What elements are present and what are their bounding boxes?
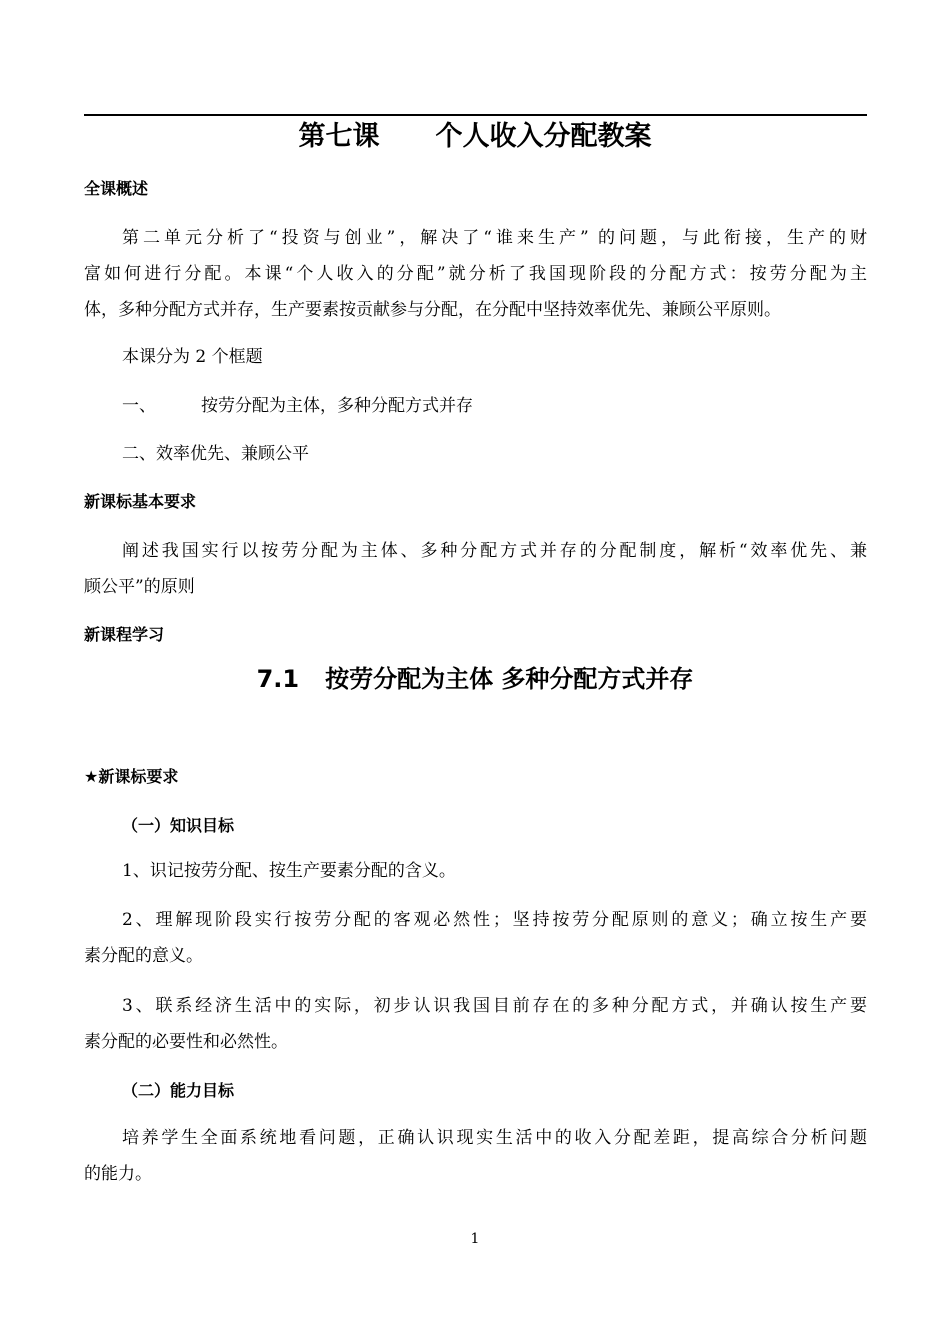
section-number: 7.1 — [256, 665, 300, 693]
standard-requirements-line-2: 顾公平”的原则 — [84, 577, 195, 597]
overview-paragraph-line-1: 第二单元分析了“投资与创业”，解决了“谁来生产” 的问题，与此衔接，生产的财 — [122, 228, 867, 248]
frames-intro: 本课分为 2 个框题 — [122, 347, 263, 367]
knowledge-item-2-line-1: 2、理解现阶段实行按劳分配的客观必然性；坚持按劳分配原则的意义；确立按生产要 — [122, 910, 867, 930]
header-rule — [84, 114, 867, 116]
title-lesson: 第七课 — [298, 121, 380, 152]
overview-paragraph-line-2: 富如何进行分配。本课“个人收入的分配”就分析了我国现阶段的分配方式：按劳分配为主 — [84, 264, 867, 284]
requirements-heading: ★新课标要求 — [84, 767, 179, 786]
overview-heading: 全课概述 — [84, 179, 149, 198]
frame-2-text: 二、效率优先、兼顾公平 — [122, 444, 309, 464]
ability-paragraph-line-1: 培养学生全面系统地看问题，正确认识现实生活中的收入分配差距，提高综合分析问题 — [122, 1128, 867, 1148]
ability-goals-heading: （二）能力目标 — [122, 1081, 235, 1100]
page-number: 1 — [470, 1231, 480, 1247]
title-topic: 个人收入分配教案 — [435, 121, 652, 152]
section-title-text: 按劳分配为主体 多种分配方式并存 — [325, 665, 694, 693]
knowledge-item-3-line-1: 3、联系经济生活中的实际，初步认识我国目前存在的多种分配方式，并确认按生产要 — [122, 996, 867, 1016]
standard-requirements-line-1: 阐述我国实行以按劳分配为主体、多种分配方式并存的分配制度，解析“效率优先、兼 — [122, 541, 867, 561]
standard-requirements-heading: 新课标基本要求 — [84, 492, 197, 511]
page-title — [0, 120, 950, 154]
overview-paragraph-line-3: 体，多种分配方式并存，生产要素按贡献参与分配，在分配中坚持效率优先、兼顾公平原则。 — [84, 300, 781, 320]
knowledge-item-3-line-2: 素分配的必要性和必然性。 — [84, 1032, 288, 1052]
knowledge-goals-heading: （一）知识目标 — [122, 816, 235, 835]
frame-1-text: 按劳分配为主体，多种分配方式并存 — [201, 396, 473, 416]
new-course-heading: 新课程学习 — [84, 625, 165, 644]
ability-paragraph-line-2: 的能力。 — [84, 1164, 152, 1184]
knowledge-item-2-line-2: 素分配的意义。 — [84, 946, 203, 966]
frame-1-number: 一、 — [122, 396, 156, 416]
knowledge-item-1: 1、识记按劳分配、按生产要素分配的含义。 — [122, 861, 456, 881]
section-title — [0, 664, 950, 694]
